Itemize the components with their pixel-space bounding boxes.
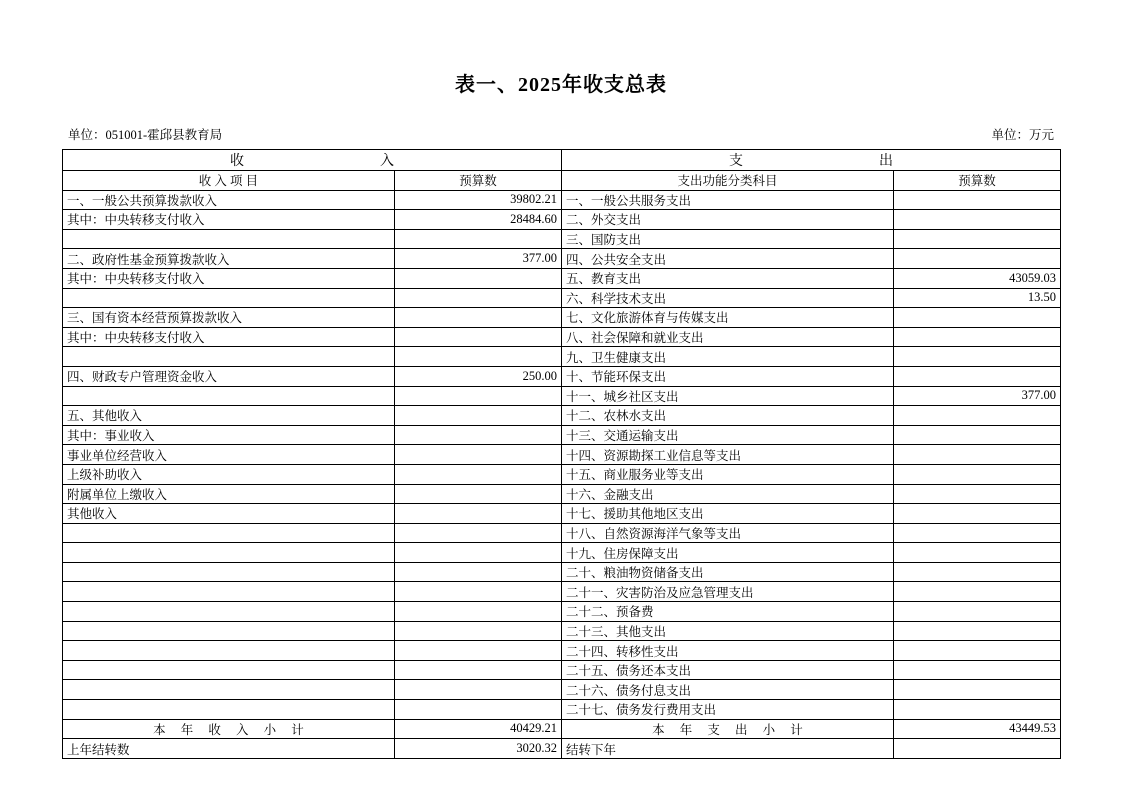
expense-item-value [894, 190, 1061, 210]
income-item-value: 28484.60 [395, 210, 562, 230]
income-item-value [395, 621, 562, 641]
expense-item-label: 十五、商业服务业等支出 [562, 464, 894, 484]
income-item-value [395, 602, 562, 622]
income-item-label [63, 288, 395, 308]
income-item-value [395, 700, 562, 720]
income-item-label: 一、一般公共预算拨款收入 [63, 190, 395, 210]
unit-name: 单位：051001-霍邱县教育局 [68, 128, 223, 142]
income-item-value [395, 229, 562, 249]
table-row [63, 327, 1061, 347]
table-row [63, 621, 1061, 641]
group-header-row [63, 150, 1061, 171]
income-subtotal-label: 本 年 收 入 小 计 [63, 719, 395, 739]
table-row [63, 700, 1061, 720]
expense-item-label: 十九、住房保障支出 [562, 543, 894, 563]
expense-item-value [894, 249, 1061, 269]
col-header-income-item: 收 入 项 目 [63, 171, 395, 191]
income-item-value [395, 347, 562, 367]
income-item-value [395, 582, 562, 602]
expense-item-value [894, 464, 1061, 484]
column-header-row [63, 171, 1061, 191]
table-row [63, 602, 1061, 622]
table-row [63, 386, 1061, 406]
carryover-row [63, 739, 1061, 759]
budget-table-wrap [0, 149, 1122, 759]
income-item-label: 附属单位上缴收入 [63, 484, 395, 504]
col-header-income-budget: 预算数 [395, 171, 562, 191]
expense-item-value [894, 484, 1061, 504]
income-item-value [395, 268, 562, 288]
col-header-expense-item: 支出功能分类科目 [562, 171, 894, 191]
expense-item-label: 四、公共安全支出 [562, 249, 894, 269]
income-item-label [63, 386, 395, 406]
income-item-value [395, 660, 562, 680]
income-item-label [63, 660, 395, 680]
expense-item-label: 二十六、债务付息支出 [562, 680, 894, 700]
table-row [63, 484, 1061, 504]
income-item-label [63, 562, 395, 582]
income-item-value: 250.00 [395, 366, 562, 386]
expense-item-label: 二十五、债务还本支出 [562, 660, 894, 680]
income-item-label: 上级补助收入 [63, 464, 395, 484]
expense-item-value: 13.50 [894, 288, 1061, 308]
expense-item-label: 八、社会保障和就业支出 [562, 327, 894, 347]
income-item-label: 事业单位经营收入 [63, 445, 395, 465]
expense-item-value [894, 425, 1061, 445]
expense-item-label: 十八、自然资源海洋气象等支出 [562, 523, 894, 543]
table-row [63, 523, 1061, 543]
income-item-label [63, 582, 395, 602]
income-item-value [395, 484, 562, 504]
table-row [63, 660, 1061, 680]
table-row [63, 249, 1061, 269]
income-item-label [63, 700, 395, 720]
expense-item-label: 二、外交支出 [562, 210, 894, 230]
expense-item-value [894, 347, 1061, 367]
income-item-label: 五、其他收入 [63, 406, 395, 426]
carryover-income-label: 上年结转数 [63, 739, 395, 759]
table-row [63, 229, 1061, 249]
expense-item-label: 十一、城乡社区支出 [562, 386, 894, 406]
table-row [63, 347, 1061, 367]
table-row [63, 445, 1061, 465]
income-item-label: 三、国有资本经营预算拨款收入 [63, 308, 395, 328]
expense-item-label: 十二、农林水支出 [562, 406, 894, 426]
table-row [63, 504, 1061, 524]
income-item-value [395, 641, 562, 661]
expense-item-label: 一、一般公共服务支出 [562, 190, 894, 210]
expense-item-label: 二十二、预备费 [562, 602, 894, 622]
expense-item-value [894, 366, 1061, 386]
table-row [63, 268, 1061, 288]
expense-item-label: 十四、资源勘探工业信息等支出 [562, 445, 894, 465]
expense-item-value [894, 700, 1061, 720]
expense-item-value: 377.00 [894, 386, 1061, 406]
table-row [63, 464, 1061, 484]
expense-item-value [894, 229, 1061, 249]
expense-group-header: 支 出 [562, 150, 1061, 171]
carryover-expense-label: 结转下年 [562, 739, 894, 759]
income-item-label [63, 229, 395, 249]
expense-item-label: 二十四、转移性支出 [562, 641, 894, 661]
expense-subtotal-value: 43449.53 [894, 719, 1061, 739]
amount-unit: 单位：万元 [991, 128, 1054, 142]
carryover-expense-value [894, 739, 1061, 759]
page-title: 表一、2025年收支总表 [455, 74, 667, 96]
table-row [63, 582, 1061, 602]
subtotal-row [63, 719, 1061, 739]
expense-item-label: 二十七、债务发行费用支出 [562, 700, 894, 720]
income-item-label: 四、财政专户管理资金收入 [63, 366, 395, 386]
expense-item-label: 九、卫生健康支出 [562, 347, 894, 367]
expense-item-value [894, 543, 1061, 563]
income-item-label [63, 602, 395, 622]
income-item-label [63, 680, 395, 700]
table-row [63, 562, 1061, 582]
expense-item-label: 十三、交通运输支出 [562, 425, 894, 445]
expense-item-label: 二十、粮油物资储备支出 [562, 562, 894, 582]
meta-row [0, 97, 1122, 149]
table-row [63, 425, 1061, 445]
income-item-value [395, 523, 562, 543]
income-item-value [395, 288, 562, 308]
income-group-header: 收 入 [63, 150, 562, 171]
expense-item-value [894, 406, 1061, 426]
expense-item-value [894, 641, 1061, 661]
income-item-value: 377.00 [395, 249, 562, 269]
income-item-value [395, 543, 562, 563]
table-row [63, 680, 1061, 700]
income-item-label: 其中：中央转移支付收入 [63, 327, 395, 347]
expense-item-label: 五、教育支出 [562, 268, 894, 288]
expense-item-value [894, 621, 1061, 641]
table-row [63, 641, 1061, 661]
expense-item-value [894, 523, 1061, 543]
expense-item-label: 二十三、其他支出 [562, 621, 894, 641]
income-item-value [395, 445, 562, 465]
income-item-value [395, 425, 562, 445]
table-row [63, 543, 1061, 563]
income-item-value: 39802.21 [395, 190, 562, 210]
income-item-label [63, 641, 395, 661]
expense-item-label: 十六、金融支出 [562, 484, 894, 504]
table-body [63, 150, 1061, 759]
carryover-income-value: 3020.32 [395, 739, 562, 759]
expense-item-value [894, 308, 1061, 328]
expense-item-label: 十、节能环保支出 [562, 366, 894, 386]
expense-item-label: 三、国防支出 [562, 229, 894, 249]
expense-item-label: 七、文化旅游体育与传媒支出 [562, 308, 894, 328]
expense-item-label: 二十一、灾害防治及应急管理支出 [562, 582, 894, 602]
expense-item-value [894, 562, 1061, 582]
income-item-value [395, 680, 562, 700]
expense-item-value [894, 660, 1061, 680]
income-item-label: 二、政府性基金预算拨款收入 [63, 249, 395, 269]
expense-item-value [894, 582, 1061, 602]
table-row [63, 288, 1061, 308]
income-item-label: 其中：中央转移支付收入 [63, 268, 395, 288]
expense-item-value [894, 210, 1061, 230]
table-row [63, 308, 1061, 328]
income-item-label [63, 523, 395, 543]
income-item-value [395, 406, 562, 426]
expense-item-value [894, 504, 1061, 524]
income-item-value [395, 327, 562, 347]
income-item-label [63, 621, 395, 641]
expense-item-value [894, 602, 1061, 622]
income-item-label: 其中：中央转移支付收入 [63, 210, 395, 230]
income-item-value [395, 464, 562, 484]
income-item-label: 其他收入 [63, 504, 395, 524]
expense-item-label: 十七、援助其他地区支出 [562, 504, 894, 524]
table-row [63, 366, 1061, 386]
income-item-value [395, 504, 562, 524]
col-header-expense-budget: 预算数 [894, 171, 1061, 191]
table-row [63, 190, 1061, 210]
table-row [63, 406, 1061, 426]
expense-item-value [894, 680, 1061, 700]
expense-item-value: 43059.03 [894, 268, 1061, 288]
income-item-label [63, 543, 395, 563]
expense-item-label: 六、科学技术支出 [562, 288, 894, 308]
expense-subtotal-label: 本 年 支 出 小 计 [562, 719, 894, 739]
income-subtotal-value: 40429.21 [395, 719, 562, 739]
table-row [63, 210, 1061, 230]
income-item-label [63, 347, 395, 367]
expense-item-value [894, 327, 1061, 347]
income-item-value [395, 386, 562, 406]
income-item-value [395, 308, 562, 328]
expense-item-value [894, 445, 1061, 465]
income-item-value [395, 562, 562, 582]
income-item-label: 其中：事业收入 [63, 425, 395, 445]
budget-table [62, 149, 1061, 759]
